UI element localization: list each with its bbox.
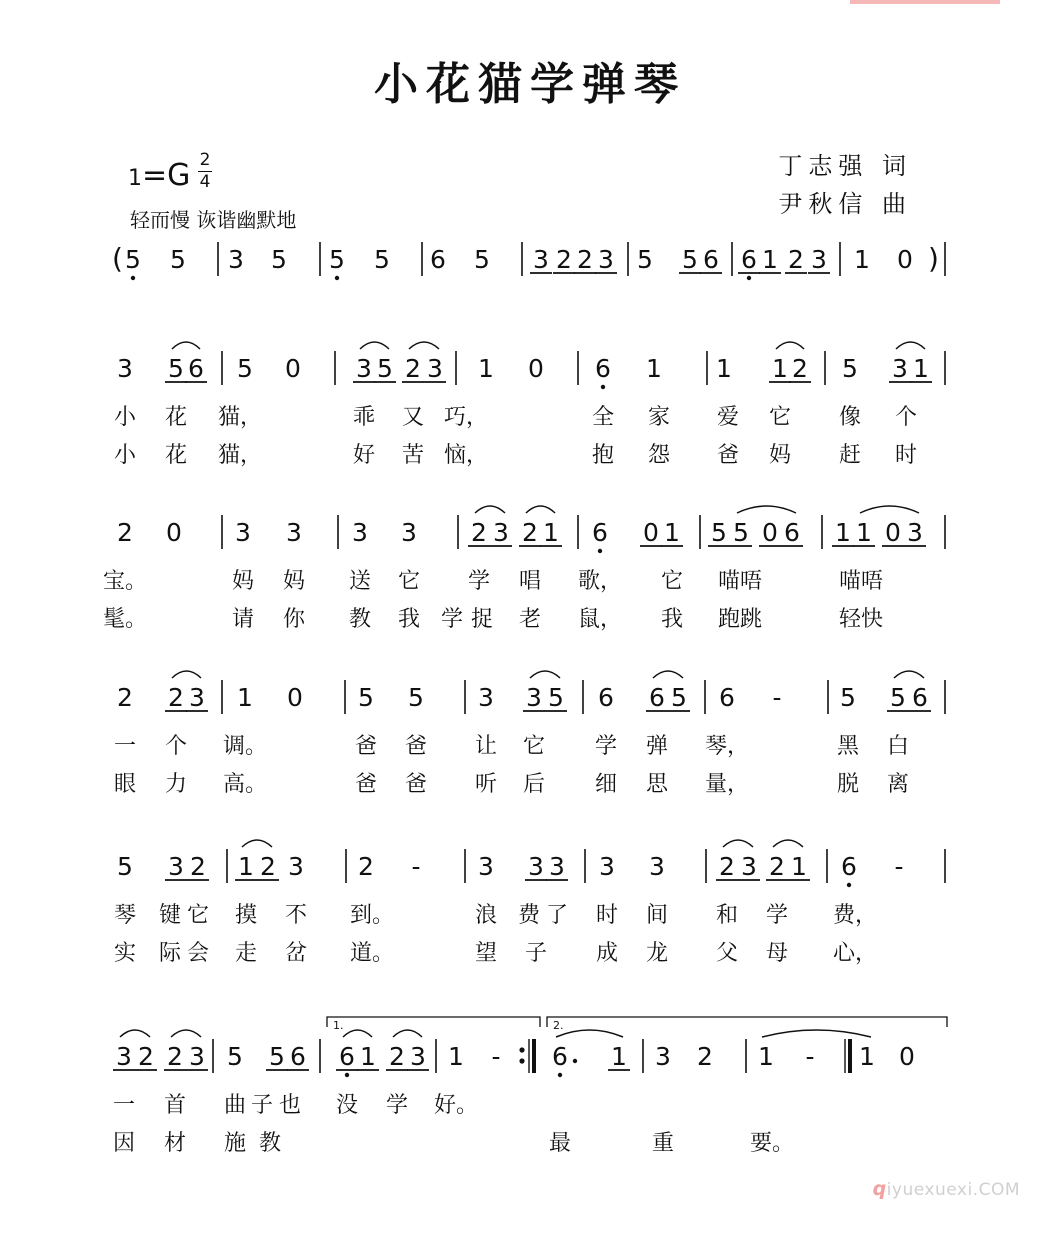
- meter-bottom: 4: [199, 172, 211, 192]
- note-digit: -: [894, 852, 904, 881]
- note-digit: 5: [840, 683, 856, 712]
- lyric-syllable: 一: [113, 734, 137, 759]
- note-digit: 3: [493, 518, 509, 547]
- lyric-syllable: 捉: [470, 607, 494, 632]
- lyric-syllable: 猫，: [217, 443, 263, 468]
- octave-dot-below: [558, 1073, 562, 1077]
- composer-credit: 尹秋信 曲: [778, 190, 912, 218]
- note-digit: 5: [682, 245, 698, 274]
- note-digit: -: [491, 1042, 501, 1071]
- lyric-syllable: 望: [474, 941, 498, 966]
- lyric-syllable: 请: [231, 607, 255, 632]
- lyric-syllable: 离: [886, 772, 910, 797]
- slur: [556, 1030, 623, 1037]
- lyric-syllable: 曲: [223, 1093, 247, 1118]
- lyric-syllable: 材: [163, 1131, 187, 1156]
- note-digit: 5: [890, 683, 906, 712]
- note-digit: 0: [885, 518, 901, 547]
- lyric-syllable: 因: [112, 1131, 136, 1156]
- slur: [737, 506, 796, 513]
- lyric-syllable: 听: [474, 772, 498, 797]
- lyric-syllable: 宝。: [102, 569, 148, 594]
- lyric-syllable: 子: [250, 1093, 274, 1118]
- lyric-syllable: 送: [348, 569, 372, 594]
- note-digit: 1: [859, 1042, 875, 1071]
- slur: [172, 342, 200, 349]
- lyric-syllable: 个: [894, 405, 918, 430]
- lyric-syllable: 施: [223, 1131, 247, 1156]
- note-digit: 3: [286, 518, 302, 547]
- note-digit: 5: [271, 245, 287, 274]
- lyric-syllable: 黑: [836, 734, 860, 759]
- volta2-bracket: [547, 1017, 947, 1027]
- watermark: [873, 1178, 1020, 1200]
- lyric-syllable: 唱: [518, 569, 542, 594]
- note-digit: -: [411, 852, 421, 881]
- lyric-syllable: 子: [524, 941, 548, 966]
- slur: [242, 840, 272, 847]
- lyric-syllable: 琴，: [704, 734, 750, 759]
- lyric-syllable: 岔: [284, 941, 308, 966]
- slur: [860, 506, 919, 513]
- lyric-syllable: 怨: [647, 443, 671, 468]
- note-digit: 6: [188, 354, 204, 383]
- meter-top: 2: [199, 150, 211, 170]
- note-digit: 5: [117, 852, 133, 881]
- note-digit: 5: [227, 1042, 243, 1071]
- note-digit: 3: [478, 852, 494, 881]
- note-digit: 5: [374, 245, 390, 274]
- note-digit: 5: [548, 683, 564, 712]
- lyric-syllable: 个: [164, 734, 188, 759]
- note-digit: 2: [117, 518, 133, 547]
- octave-dot-below: [747, 276, 751, 280]
- slur: [653, 671, 683, 678]
- lyric-syllable: 爸: [404, 734, 428, 759]
- note-digit: 1: [762, 245, 778, 274]
- note-digit: 6: [592, 518, 608, 547]
- lyric-syllable: 爸: [354, 772, 378, 797]
- lyric-syllable: 成: [595, 941, 619, 966]
- lyric-syllable: 学: [385, 1093, 409, 1118]
- octave-dot-below: [131, 276, 135, 280]
- note-digit: 1: [611, 1042, 627, 1071]
- note-digit: -: [772, 683, 782, 712]
- note-digit: 2: [792, 354, 808, 383]
- lyric-syllable: 好: [352, 443, 376, 468]
- note-digit: 5: [408, 683, 424, 712]
- octave-dot-below: [335, 276, 339, 280]
- lyric-syllable: 好。: [433, 1093, 479, 1118]
- lyric-syllable: 龙: [645, 941, 669, 966]
- note-digit: 6: [784, 518, 800, 547]
- tempo-marking: 轻而慢 诙谐幽默地: [130, 208, 297, 232]
- slur: [762, 1030, 871, 1037]
- lyric-syllable: 它: [397, 569, 421, 594]
- lyric-syllable: 走: [234, 941, 258, 966]
- note-digit: 0: [287, 683, 303, 712]
- lyric-syllable: 学: [467, 569, 491, 594]
- slur: [360, 342, 389, 349]
- lyric-syllable: 小: [113, 405, 137, 430]
- lyric-syllable: 爱: [716, 405, 740, 430]
- lyric-syllable: 爸: [716, 443, 740, 468]
- lyric-syllable: 要。: [749, 1131, 795, 1156]
- note-digit: 3: [410, 1042, 426, 1071]
- note-digit: 2: [167, 1042, 183, 1071]
- note-digit: 2: [577, 245, 593, 274]
- note-digit: 1: [716, 354, 732, 383]
- lyric-syllable: 到。: [349, 903, 395, 928]
- note-digit: 2: [190, 852, 206, 881]
- note-digit: 0: [899, 1042, 915, 1071]
- note-digit: 5: [637, 245, 653, 274]
- note-digit: 3: [235, 518, 251, 547]
- lyric-syllable: 学: [594, 734, 618, 759]
- note-digit: 2: [788, 245, 804, 274]
- lyric-syllable: 喵唔: [717, 569, 763, 594]
- note-digit: 0: [528, 354, 544, 383]
- note-digit: 5: [711, 518, 727, 547]
- close-paren: ): [928, 242, 939, 275]
- lyric-syllable: 思: [645, 772, 669, 797]
- lyric-syllable: 和: [715, 903, 739, 928]
- slur: [526, 506, 555, 513]
- lyric-syllable: 抱: [591, 443, 615, 468]
- lyric-syllable: 猫，: [217, 405, 263, 430]
- lyric-syllable: 让: [474, 734, 498, 759]
- note-digit: 0: [285, 354, 301, 383]
- slur: [773, 840, 803, 847]
- key-text: =G: [142, 158, 191, 193]
- note-digit: 2: [719, 852, 735, 881]
- lyric-syllable: 浪: [474, 903, 498, 928]
- note-digit: 1: [646, 354, 662, 383]
- slur: [894, 671, 924, 678]
- lyric-syllable: 量，: [704, 772, 750, 797]
- lyric-syllable: 爸: [354, 734, 378, 759]
- lyric-syllable: 妈: [282, 569, 306, 594]
- note-digit: 3: [599, 852, 615, 881]
- lyric-syllable: 了: [545, 903, 569, 928]
- note-digit: 2: [358, 852, 374, 881]
- lyric-syllable: 学: [440, 607, 464, 632]
- note-digit: 6: [598, 683, 614, 712]
- lyric-syllable: 它: [768, 405, 792, 430]
- lyric-syllable: 家: [647, 405, 671, 430]
- note-digit: 5: [237, 354, 253, 383]
- lyric-syllable: 教: [258, 1131, 282, 1156]
- note-digit: 6: [703, 245, 719, 274]
- lyric-syllable: 跑跳: [717, 607, 763, 632]
- lyric-syllable: 母: [765, 941, 789, 966]
- note-digit: 3: [189, 683, 205, 712]
- note-digit: 3: [526, 683, 542, 712]
- note-digit: 1: [856, 518, 872, 547]
- lyric-syllable: 我: [397, 607, 421, 632]
- octave-dot-below: [847, 883, 851, 887]
- lyric-syllable: 细: [594, 772, 618, 797]
- lyric-syllable: 眼: [113, 772, 137, 797]
- lyric-syllable: 调。: [222, 734, 268, 759]
- note-digit: 2: [405, 354, 421, 383]
- note-digit: 6: [841, 852, 857, 881]
- lyric-syllable: 时: [894, 443, 918, 468]
- note-digit: 3: [655, 1042, 671, 1071]
- lyric-syllable: 会: [186, 941, 210, 966]
- lyric-syllable: 苦: [401, 443, 425, 468]
- note-digit: 3: [117, 354, 133, 383]
- lyric-syllable: 费，: [832, 903, 878, 928]
- lyric-syllable: 花: [164, 405, 188, 430]
- lyric-syllable: 它: [186, 903, 210, 928]
- slur: [530, 671, 560, 678]
- note-digit: 3: [907, 518, 923, 547]
- lyric-syllable: 白: [886, 734, 910, 759]
- lyric-syllable: 弹: [645, 734, 669, 759]
- note-digit: 3: [356, 354, 372, 383]
- note-digit: 5: [842, 354, 858, 383]
- note-digit: 5: [329, 245, 345, 274]
- lyric-syllable: 歌，: [577, 569, 623, 594]
- note-digit: 6: [430, 245, 446, 274]
- lyric-syllable: 妈: [231, 569, 255, 594]
- note-digit: 0: [166, 518, 182, 547]
- lyric-syllable: 巧，: [443, 405, 489, 430]
- note-digit: 5: [474, 245, 490, 274]
- note-digit: 3: [401, 518, 417, 547]
- lyric-syllable: 实: [113, 941, 137, 966]
- note-digit: 3: [116, 1042, 132, 1071]
- note-digit: 1: [448, 1042, 464, 1071]
- note-digit: 1: [478, 354, 494, 383]
- note-digit: 5: [269, 1042, 285, 1071]
- note-digit: 3: [811, 245, 827, 274]
- lyric-syllable: 琴: [113, 903, 137, 928]
- lyric-syllable: 时: [595, 903, 619, 928]
- note-digit: 2: [556, 245, 572, 274]
- note-digit: 2: [260, 852, 276, 881]
- slur: [723, 840, 753, 847]
- note-digit: 5: [377, 354, 393, 383]
- note-digit: 5: [733, 518, 749, 547]
- lyric-syllable: 我: [660, 607, 684, 632]
- note-digit: 0: [897, 245, 913, 274]
- note-digit: 2: [138, 1042, 154, 1071]
- lyric-syllable: 花: [164, 443, 188, 468]
- note-digit: 6: [741, 245, 757, 274]
- note-digit: 1: [913, 354, 929, 383]
- watermark-text: iyuexuexi.COM: [886, 1180, 1020, 1200]
- lyric-syllable: 一: [112, 1093, 136, 1118]
- lyric-syllable: 小: [113, 443, 137, 468]
- note-digit: 3: [741, 852, 757, 881]
- note-digit: 3: [598, 245, 614, 274]
- lyric-syllable: 道。: [349, 941, 395, 966]
- note-digit: 1: [854, 245, 870, 274]
- note-digit: 3: [478, 683, 494, 712]
- watermark-logo-letter: q: [872, 1178, 887, 1200]
- slur: [475, 506, 505, 513]
- key-prefix: 1: [128, 166, 142, 191]
- note-digit: 1: [664, 518, 680, 547]
- lyric-syllable: 心，: [832, 941, 878, 966]
- lyric-syllable: 键: [158, 903, 182, 928]
- slur: [409, 342, 439, 349]
- note-digit: 3: [288, 852, 304, 881]
- note-digit: 1: [791, 852, 807, 881]
- slur: [393, 1030, 422, 1037]
- slur: [776, 342, 804, 349]
- lyric-syllable: 脱: [836, 772, 860, 797]
- lyric-syllable: 摸: [234, 903, 258, 928]
- note-digit: -: [805, 1042, 815, 1071]
- note-digit: 5: [125, 245, 141, 274]
- slur: [172, 671, 201, 678]
- note-digit: 3: [352, 518, 368, 547]
- octave-dot-below: [345, 1073, 349, 1077]
- note-digit: 3: [892, 354, 908, 383]
- note-digit: 2: [522, 518, 538, 547]
- note-digit: 5: [168, 354, 184, 383]
- lyric-syllable: 父: [715, 941, 739, 966]
- slur: [343, 1030, 372, 1037]
- note-digit: 3: [228, 245, 244, 274]
- repeat-dot: [519, 1047, 524, 1052]
- volta2-label: 2.: [553, 1019, 564, 1032]
- note-digit: 2: [471, 518, 487, 547]
- lyric-syllable: 费: [517, 903, 541, 928]
- note-digit: 1: [237, 683, 253, 712]
- lyric-syllable: 全: [591, 405, 615, 430]
- lyric-syllable: 像: [838, 405, 862, 430]
- note-digit: 3: [549, 852, 565, 881]
- open-paren: (: [112, 242, 123, 275]
- lyric-syllable: 老: [518, 607, 542, 632]
- note-digit: 1: [543, 518, 559, 547]
- lyricist-credit: 丁志强 词: [778, 152, 912, 180]
- note-digit: 2: [168, 683, 184, 712]
- lyric-syllable: 间: [645, 903, 669, 928]
- note-digit: 6: [649, 683, 665, 712]
- slur: [171, 1030, 201, 1037]
- note-digit: 3: [528, 852, 544, 881]
- note-digit: 6: [290, 1042, 306, 1071]
- song-title: 小花猫学弹琴: [374, 59, 686, 110]
- lyric-syllable: 后: [522, 772, 546, 797]
- lyric-syllable: 力: [164, 772, 188, 797]
- note-digit: 0: [643, 518, 659, 547]
- repeat-dot: [519, 1058, 524, 1063]
- augmentation-dot: [573, 1059, 577, 1063]
- lyric-syllable: 不: [284, 903, 308, 928]
- volta1-label: 1.: [333, 1019, 344, 1032]
- lyric-syllable: 高。: [222, 772, 268, 797]
- lyric-syllable: 最: [548, 1131, 572, 1156]
- note-digit: 1: [360, 1042, 376, 1071]
- note-digit: 2: [769, 852, 785, 881]
- lyric-syllable: 它: [660, 569, 684, 594]
- note-digit: 6: [552, 1042, 568, 1071]
- lyric-syllable: 学: [765, 903, 789, 928]
- lyric-syllable: 它: [522, 734, 546, 759]
- lyric-syllable: 赶: [838, 443, 862, 468]
- lyric-syllable: 轻快: [838, 607, 884, 632]
- note-digit: 2: [117, 683, 133, 712]
- note-digit: 1: [238, 852, 254, 881]
- lyric-syllable: 爸: [404, 772, 428, 797]
- slur: [120, 1030, 150, 1037]
- note-digit: 5: [170, 245, 186, 274]
- lyric-syllable: 鼠，: [577, 607, 623, 632]
- lyric-syllable: 首: [163, 1093, 187, 1118]
- lyric-syllable: 你: [282, 607, 306, 632]
- note-digit: 6: [912, 683, 928, 712]
- note-digit: 6: [595, 354, 611, 383]
- note-digit: 6: [339, 1042, 355, 1071]
- note-digit: 3: [649, 852, 665, 881]
- note-digit: 1: [758, 1042, 774, 1071]
- lyric-syllable: 又: [401, 405, 425, 430]
- note-digit: 6: [719, 683, 735, 712]
- note-digit: 3: [189, 1042, 205, 1071]
- lyric-syllable: 妈: [768, 443, 792, 468]
- octave-dot-below: [601, 385, 605, 389]
- note-digit: 2: [389, 1042, 405, 1071]
- note-digit: 1: [835, 518, 851, 547]
- lyric-syllable: 喵唔: [838, 569, 884, 594]
- lyric-syllable: 没: [335, 1093, 359, 1118]
- lyric-syllable: 重: [651, 1131, 675, 1156]
- slur: [896, 342, 925, 349]
- lyric-syllable: 教: [348, 607, 372, 632]
- lyric-syllable: 乖: [352, 405, 376, 430]
- octave-dot-below: [598, 549, 602, 553]
- volta1-bracket: [327, 1017, 540, 1027]
- lyric-syllable: 髦。: [102, 607, 148, 632]
- lyric-syllable: 际: [158, 941, 182, 966]
- note-digit: 3: [168, 852, 184, 881]
- note-digit: 5: [671, 683, 687, 712]
- note-digit: 2: [697, 1042, 713, 1071]
- note-digit: 3: [427, 354, 443, 383]
- note-digit: 1: [772, 354, 788, 383]
- lyric-syllable: 恼，: [443, 443, 489, 468]
- note-digit: 3: [533, 245, 549, 274]
- note-digit: 0: [762, 518, 778, 547]
- lyric-syllable: 也: [278, 1093, 302, 1118]
- note-digit: 5: [358, 683, 374, 712]
